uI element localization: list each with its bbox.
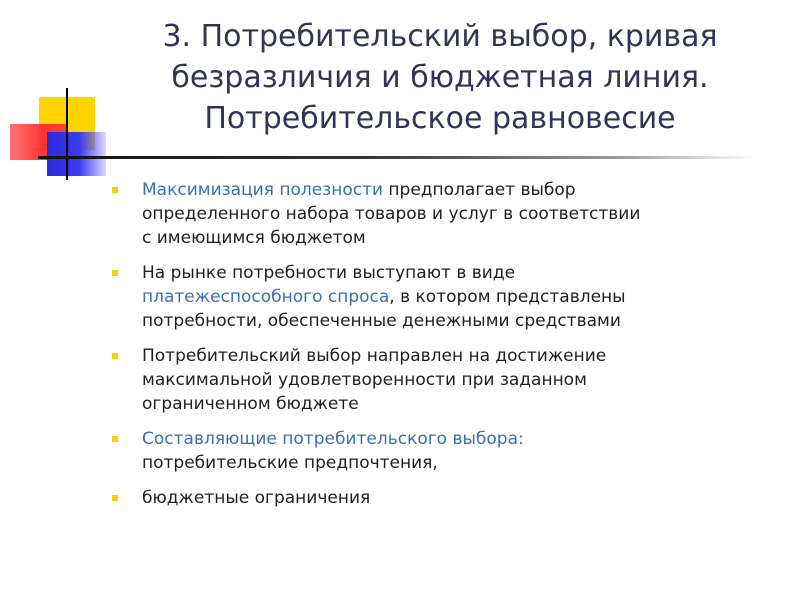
bullet-item-consumer-choice — [110, 344, 770, 416]
bullet-marker-icon — [112, 495, 118, 501]
bullet-list — [110, 178, 770, 521]
title-line-2: безразличия и бюджетная линия. — [171, 60, 709, 95]
bullet-text: с имеющимся бюджетом — [142, 228, 366, 248]
vertical-rule — [66, 88, 68, 180]
bullet-text: бюджетные ограничения — [142, 488, 371, 508]
highlight-term: платежеспособного спроса — [142, 287, 390, 307]
bullet-text: потребности, обеспеченные денежными средствами — [142, 311, 621, 331]
slide-title — [110, 16, 770, 139]
bullet-2-line-2 — [142, 285, 770, 309]
bullet-text: предполагает выбор — [383, 180, 576, 200]
title-line-1: 3. Потребительский выбор, кривая — [162, 19, 718, 54]
bullet-text: ограниченном бюджете — [142, 394, 359, 414]
title-line-3: Потребительское равновесие — [204, 101, 676, 136]
decorative-squares-logo — [0, 0, 120, 190]
bullet-text: определенного набора товаров и услуг в соответствии — [142, 204, 641, 224]
bullet-text: На рынке потребности выступают в виде — [142, 263, 516, 283]
bullet-item-choice-components — [110, 427, 770, 475]
bullet-marker-icon — [112, 270, 118, 276]
highlight-term: Максимизация полезности — [142, 180, 384, 200]
blue-square — [47, 132, 106, 176]
bullet-text: , в котором представлены — [389, 287, 626, 307]
bullet-marker-icon — [112, 353, 118, 359]
bullet-1-line-1 — [142, 178, 770, 202]
bullet-item-budget-constraints — [110, 486, 770, 510]
bullet-marker-icon — [112, 187, 118, 193]
title-underline-rule — [38, 156, 758, 159]
highlight-term: Составляющие потребительского выбора: — [142, 429, 524, 449]
bullet-text: максимальной удовлетворенности при заданном — [142, 370, 587, 390]
bullet-item-utility-maximization — [110, 178, 770, 250]
bullet-text: потребительские предпочтения, — [142, 453, 438, 473]
bullet-text: Потребительский выбор направлен на достижение — [142, 346, 607, 366]
bullet-marker-icon — [112, 436, 118, 442]
bullet-item-effective-demand — [110, 261, 770, 333]
